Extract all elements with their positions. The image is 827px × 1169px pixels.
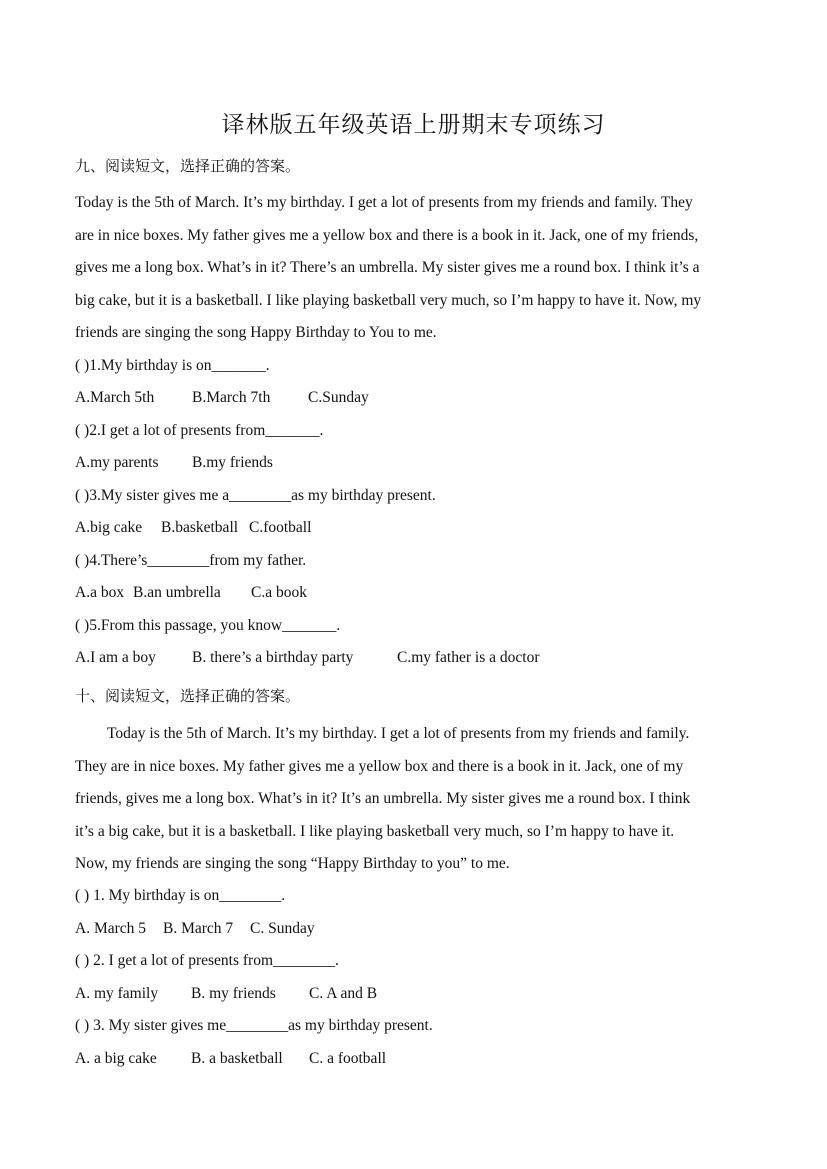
passage-line: friends are singing the song Happy Birthday to You to me.	[75, 324, 437, 342]
option: C. A and B	[309, 985, 378, 1002]
options-row	[75, 389, 369, 407]
options-row	[75, 454, 273, 472]
option: C.my father is a doctor	[397, 649, 540, 666]
question: ( ) 2. I get a lot of presents from________.	[75, 952, 339, 969]
option: C. Sunday	[250, 920, 315, 937]
option: A.I am a boy	[75, 649, 156, 666]
passage-line: Today is the 5th of March. It’s my birthday. I get a lot of presents from my friends and family.	[107, 725, 690, 742]
option: C.football	[249, 519, 312, 536]
question: ( )4.There’s________from my father.	[75, 552, 307, 569]
question: ( )3.My sister gives me a________as my birthday present.	[75, 487, 436, 504]
passage-line: Now, my friends are singing the song “Happy Birthday to you” to me.	[75, 855, 510, 873]
passage-line: friends, gives me a long box. What’s in it? It’s an umbrella. My sister gives me a round box. I think	[75, 790, 691, 808]
question: ( )1.My birthday is on_______.	[75, 357, 270, 374]
option: B. there’s a birthday party	[192, 649, 354, 666]
options-row	[75, 920, 315, 938]
option: A.March 5th	[75, 389, 155, 406]
passage-line: big cake, but it is a basketball. I like playing basketball very much, so I’m happy to have it. Now, my	[75, 291, 702, 309]
options-row	[75, 1050, 386, 1068]
option: B.my friends	[192, 454, 273, 471]
option: B. a basketball	[191, 1050, 283, 1067]
options-row	[75, 519, 311, 537]
option: A.big cake	[75, 519, 143, 536]
question: ( )5.From this passage, you know_______.	[75, 617, 341, 634]
option: C. a football	[309, 1050, 387, 1067]
passage-line: are in nice boxes. My father gives me a yellow box and there is a book in it. Jack, one of my friends,	[75, 226, 699, 244]
option: B. my friends	[191, 985, 276, 1002]
passage-line: gives me a long box. What’s in it? There’s an umbrella. My sister gives me a round box. I think it’s a	[75, 259, 700, 277]
option: A. a big cake	[75, 1050, 157, 1067]
option: B.March 7th	[192, 389, 271, 406]
options-row	[75, 985, 377, 1003]
passage-line: Today is the 5th of March. It’s my birthday. I get a lot of presents from my friends and family. They	[75, 194, 693, 211]
option: A.my parents	[75, 454, 159, 471]
options-row	[75, 584, 307, 602]
option: B. March 7	[163, 920, 234, 937]
passage-line: it’s a big cake, but it is a basketball. I like playing basketball very much, so I’m happy to have it.	[75, 822, 675, 840]
options-row	[75, 649, 539, 667]
section9-heading: 九、阅读短文，选择正确的答案。	[75, 157, 301, 175]
section10-heading: 十、阅读短文，选择正确的答案。	[75, 687, 301, 705]
passage-line: They are in nice boxes. My father gives me a yellow box and there is a book in it. Jack, one of my	[75, 757, 684, 775]
option: C.Sunday	[308, 389, 369, 406]
option: C.a book	[251, 584, 307, 601]
option: B.basketball	[161, 519, 239, 536]
question: ( )2.I get a lot of presents from_______.	[75, 422, 324, 439]
section10-passage	[75, 718, 755, 881]
section9-passage	[75, 187, 755, 350]
question: ( ) 1. My birthday is on________.	[75, 887, 286, 904]
option: A. my family	[75, 985, 159, 1002]
option: B.an umbrella	[133, 584, 221, 601]
page-title: 译林版五年级英语上册期末专项练习	[221, 112, 606, 138]
question: ( ) 3. My sister gives me________as my birthday present.	[75, 1017, 433, 1034]
option: A. March 5	[75, 920, 147, 937]
option: A.a box	[75, 584, 125, 601]
